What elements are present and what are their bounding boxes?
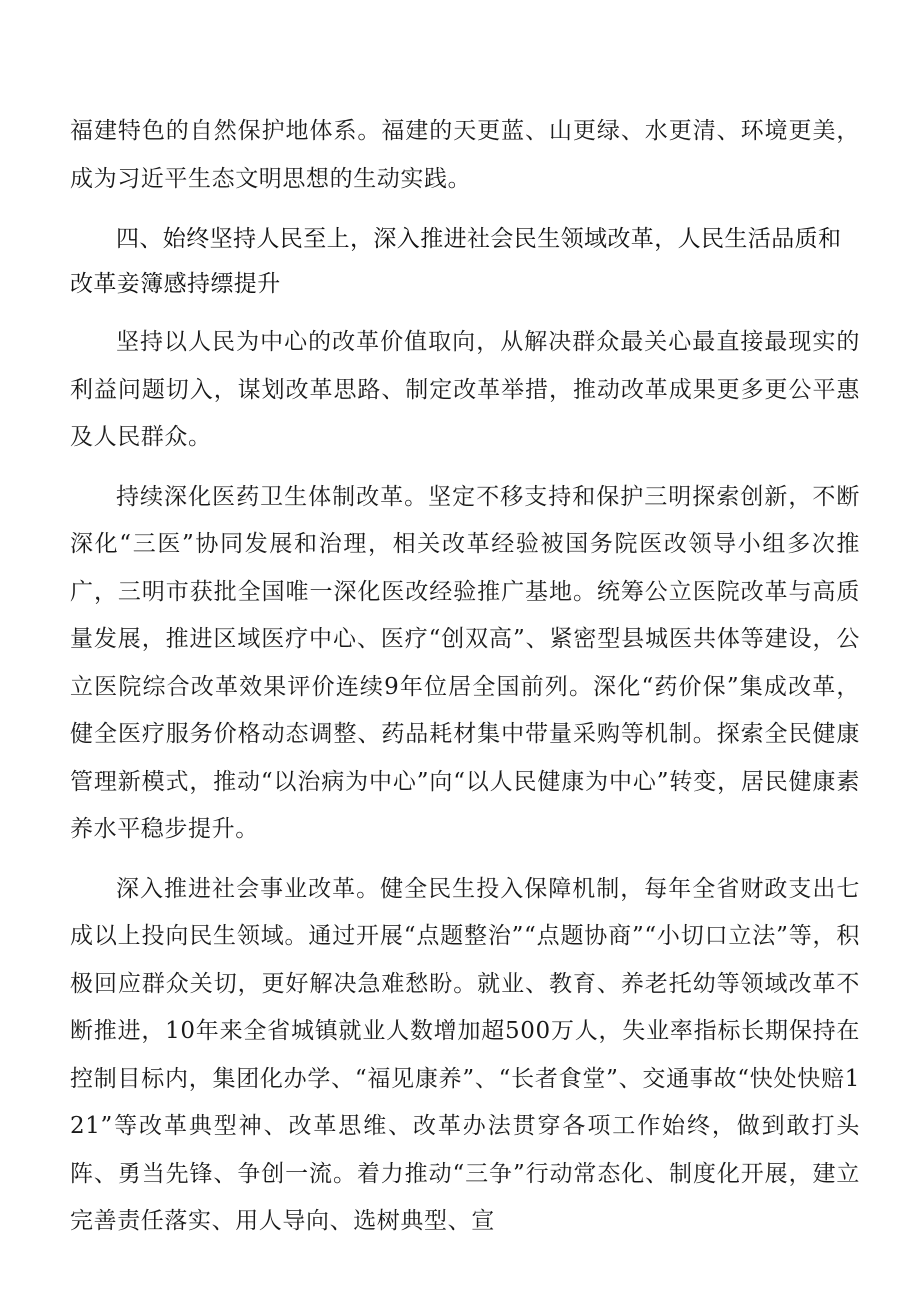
paragraph-spacer (70, 203, 860, 217)
paragraph-spacer (70, 854, 860, 866)
paragraph-spacer (70, 462, 860, 474)
section-heading: 四、始终坚持人民至上，深入推进社会民生领域改革，人民生活品质和改革妾簿感持缥提升 (70, 226, 842, 297)
paragraph-continuation: 福建特色的自然保护地体系。福建的天更蓝、山更绿、水更清、环境更美，成为习近平生态文明思想的生动实践。 (70, 118, 860, 192)
document-body (70, 108, 860, 1246)
paragraph-social-reform: 深入推进社会事业改革。健全民生投入保障机制，每年全省财政支出七成以上投向民生领域。通过开展“点题整治”“点题协商”“小切口立法”等，积极回应群众关切，更好解决急难愁盼。就业、教育、养老托幼等领域改革不断推进，10年来全省城镇就业人数增加超500万人，失业率指标长期保持在控制目标内，集团化办学、“福见康养”、“长者食堂”、交通事故“快处快赔121”等改革典型神、改革思维、改革办法贯穿各项工作始终，做到敢打头阵、勇当先锋、争创一流。着力推动“三争”行动常态化、制度化开展，建立完善责任落实、用人导向、选树典型、宣 (70, 875, 860, 1234)
paragraph-intro: 坚持以人民为中心的改革价值取向，从解决群众最关心最直接最现实的利益问题切入，谋划改革思路、制定改革举措，推动改革成果更多更公平惠及人民群众。 (70, 329, 860, 450)
paragraph-spacer (70, 307, 860, 319)
paragraph-medical-reform: 持续深化医药卫生体制改革。坚定不移支持和保护三明探索创新，不断深化“三医”协同发展和治理，相关改革经验被国务院医改领导小组多次推广，三明市获批全国唯一深化医改经验推广基地。统筹公立医院改革与高质量发展，推进区域医疗中心、医疗“创双高”、紧密型县城医共体等建设，公立医院综合改革效果评价连续9年位居全国前列。深化“药价保”集成改革，健全医疗服务价格动态调整、药品耗材集中带量采购等机制。探索全民健康管理新模式，推动“以治病为中心”向“以人民健康为中心”转变，居民健康素养水平稳步提升。 (70, 483, 860, 842)
